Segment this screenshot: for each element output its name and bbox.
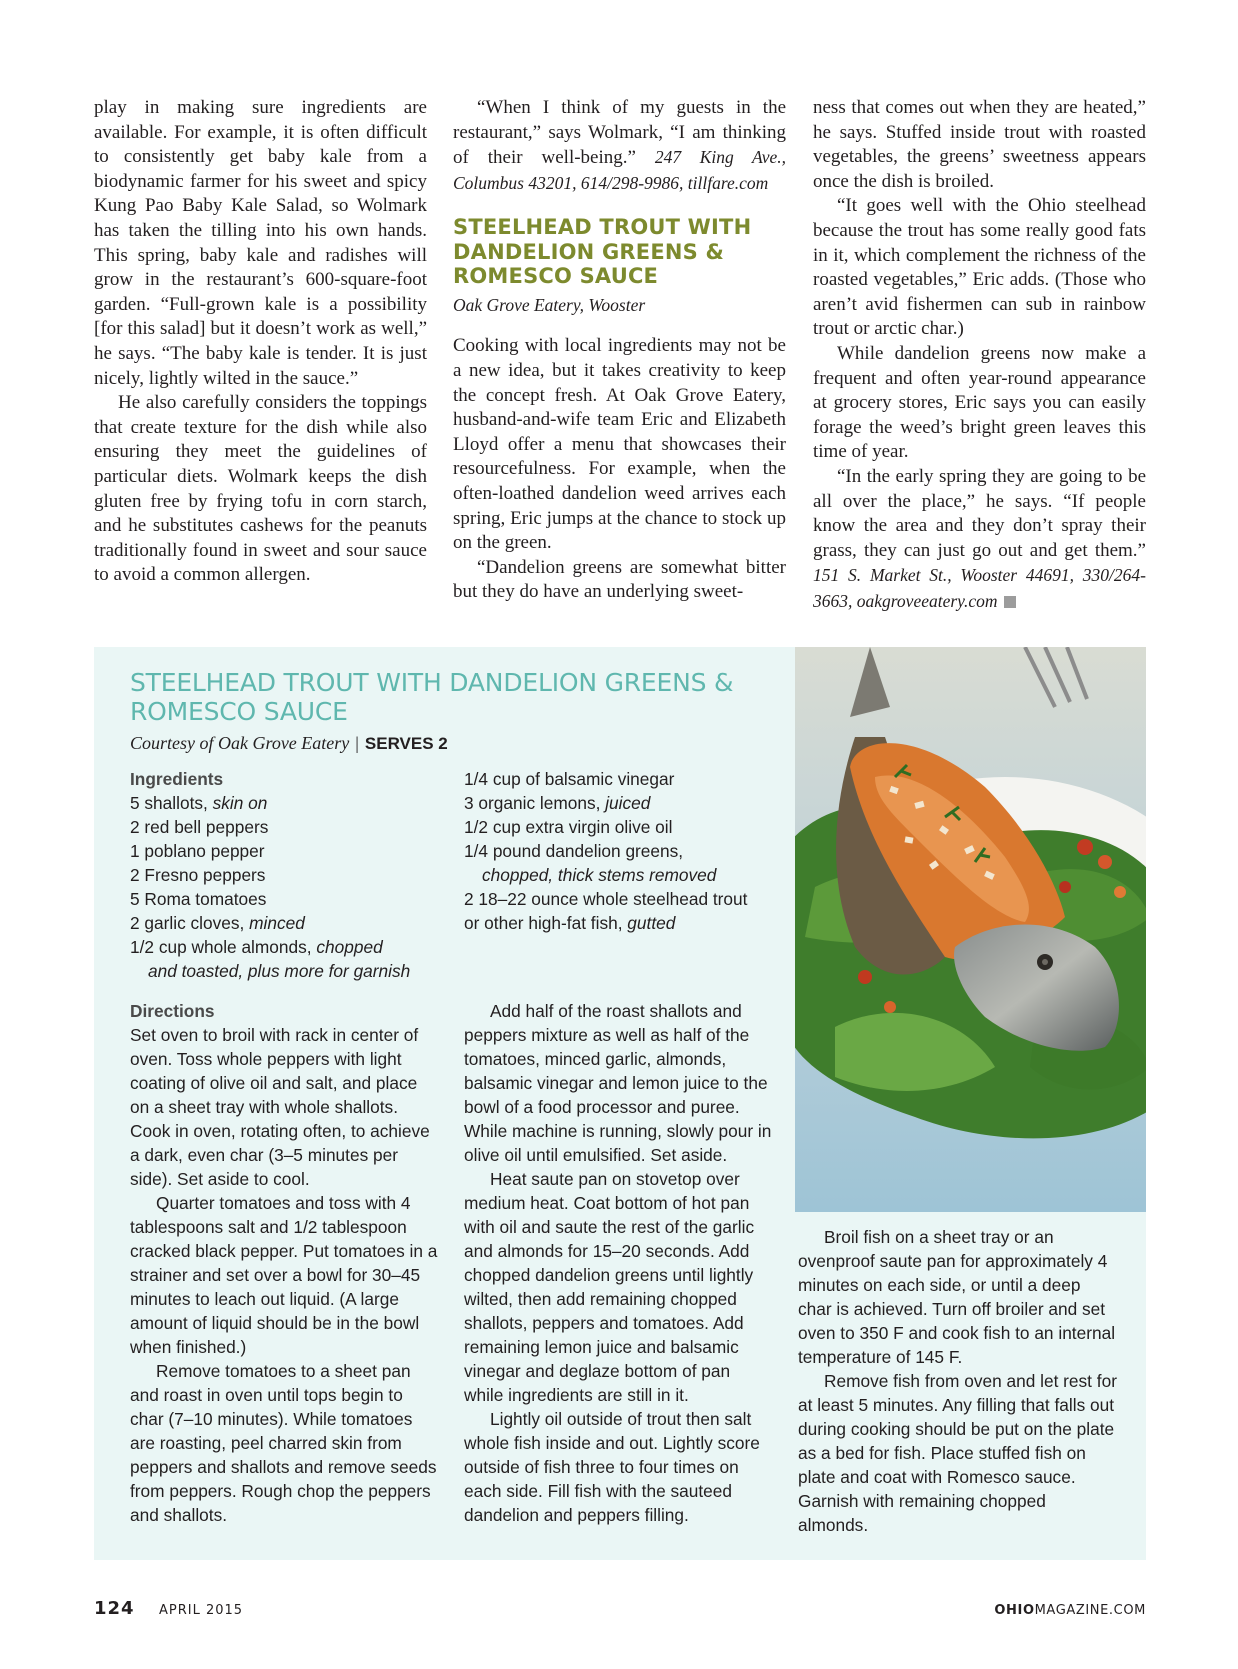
recipe-courtesy: Courtesy of Oak Grove Eatery xyxy=(130,733,350,753)
ingredient-text: 2 Fresno peppers xyxy=(130,865,266,885)
ingredients-label: Ingredients xyxy=(130,769,224,789)
article-paragraph: play in making sure ingredients are available. For example, it is often difficult to consistently get baby kale from a biodynamic farmer for his sweet and spicy Kung Pao Baby Kale Salad, so Wolmark has taken the tilling into his own hands. This spring, baby kale and radishes will grow in the restaurant’s 600-square-foot garden. “Full-grown kale is a possibility [for this salad] but it doesn’t work as well,” he says. “The baby kale is tender. It is just nicely, lightly wilted in the sauce.” xyxy=(94,97,427,389)
direction-step: Remove fish from oven and let rest for at least 5 minutes. Any filling that falls out during cooking should be put on the plate as a bed for fish. Place stuffed fish on plate and coat with Romesco sauce. Garnish with remaining chopped almonds. xyxy=(798,1371,1117,1535)
ingredient-text: 5 Roma tomatoes xyxy=(130,889,267,909)
ingredient-text: 1/4 pound dandelion greens, xyxy=(464,841,684,861)
ingredient-item xyxy=(130,935,440,959)
direction-step: Broil fish on a sheet tray or an ovenproof saute pan for approximately 4 minutes on each side, or until a deep char is achieved. Turn off broiler and set oven to 350 F and cook fish to an internal temperature of 145 F. xyxy=(798,1227,1116,1367)
ingredient-item xyxy=(130,863,440,887)
article-paragraph: Cooking with local ingredients may not be a new idea, but it takes creativity to keep the concept fresh. At Oak Grove Eatery, husband-and-wife team Eric and Elizabeth Lloyd offer a menu that showcases their resourcefulness. For example, when the often-loathed dandelion weed arrives each spring, Eric jumps at the chance to stock up on the green. xyxy=(453,335,786,554)
direction-step: Heat saute pan on stovetop over medium heat. Coat bottom of hot pan with oil and saute the rest of the garlic and almonds for 15–20 seconds. Add chopped dandelion greens until lightly wilted, then add remaining chopped shallots, peppers and tomatoes. Add remaining lemon juice and balsamic vinegar and deglaze bottom of pan while ingredients are still in it. xyxy=(464,1169,755,1405)
ingredient-text: 5 shallots, xyxy=(130,793,213,813)
subtitle-separator: | xyxy=(355,733,359,753)
article-column-2 xyxy=(453,96,786,605)
magazine-website xyxy=(994,1603,1146,1618)
directions-column-3 xyxy=(798,1225,1118,1537)
article-paragraph xyxy=(813,465,1146,615)
ingredient-text: 1 poblano pepper xyxy=(130,841,265,861)
ingredient-item xyxy=(464,839,784,863)
issue-date: APRIL 2015 xyxy=(159,1603,244,1618)
article-paragraph: ness that comes out when they are heated,” he says. Stuffed inside trout with roasted vegetables, the greens’ sweetness appears once the dish is broiled. xyxy=(813,97,1146,192)
ingredient-note: skin on xyxy=(212,793,268,813)
directions-column-2 xyxy=(464,999,774,1527)
ingredient-item xyxy=(464,815,784,839)
ingredient-text: 1/4 cup of balsamic vinegar xyxy=(464,769,675,789)
quote-text: “When I think of my guests in the restaurant,” says Wolmark, “I am thinking of their well-being.” xyxy=(453,97,786,169)
direction-step: Quarter tomatoes and toss with 4 tablespoons salt and 1/2 tablespoon cracked black pepper. Put tomatoes in a strainer and set over a bowl for 30–45 minutes to leach out liquid. (A large amount of liquid should be in the bowl when finished.) xyxy=(130,1193,438,1357)
ingredient-item xyxy=(130,911,440,935)
directions-column-1 xyxy=(130,999,440,1527)
article-paragraph xyxy=(453,96,786,196)
article-paragraph: He also carefully considers the toppings that create texture for the dish while also ensuring they meet the guidelines of particular diets. Wolmark keeps the dish gluten free by frying tofu in corn starch, and he substitutes cashews for the peanuts traditionally found in sweet and sour sauce to avoid a common allergen. xyxy=(94,392,427,586)
recipe-title: STEELHEAD TROUT WITH DANDELION GREENS & ROMESCO SAUCE xyxy=(130,668,734,726)
quote-text: “In the early spring they are going to be all over the place,” he says. “If people know the area and they don’t spray their grass, they can just go out and get them.” xyxy=(813,465,1146,561)
restaurant-byline: Oak Grove Eatery, Wooster xyxy=(453,294,646,315)
ingredient-text: 2 garlic cloves, xyxy=(130,913,250,933)
ingredient-text: 2 18–22 ounce whole steelhead trout xyxy=(464,889,748,909)
ingredient-text: 3 organic lemons, xyxy=(464,793,606,813)
ingredient-note: chopped xyxy=(316,937,383,957)
direction-step: Set oven to broil with rack in center of oven. Toss whole peppers with light coating of olive oil and salt, and place on a sheet tray with whole shallots. Cook in oven, rotating often, to achieve a dark, even char (3–5 minutes per side). Set aside to cool. xyxy=(130,1025,430,1189)
ingredient-note: and toasted, plus more for garnish xyxy=(148,961,411,981)
article-column-1 xyxy=(94,96,427,588)
end-mark-icon xyxy=(1004,596,1016,608)
recipe-serves: SERVES 2 xyxy=(364,734,448,753)
ingredient-item xyxy=(464,767,784,791)
article-paragraph: “It goes well with the Ohio steelhead because the trout has some really good fats in it, which complement the richness of the roasted vegetables,” Eric adds. (Those who aren’t avid fishermen can sub in rainbow trout or arctic char.) xyxy=(813,195,1146,340)
ingredient-note: gutted xyxy=(627,913,676,933)
ingredient-item xyxy=(130,959,440,983)
ingredients-list-2 xyxy=(464,767,784,935)
ingredient-note: juiced xyxy=(605,793,651,813)
ingredient-note: chopped, thick stems removed xyxy=(482,865,717,885)
ingredient-item xyxy=(464,887,784,911)
ingredient-item xyxy=(464,791,784,815)
ingredients-list-1 xyxy=(130,767,440,983)
ingredient-text: 1/2 cup extra virgin olive oil xyxy=(464,817,673,837)
restaurant-address: 151 S. Market St., Wooster 44691, 330/264-3663, oakgroveeatery.com xyxy=(813,565,1146,611)
site-bold: OHIO xyxy=(994,1603,1035,1618)
ingredient-item xyxy=(464,911,784,935)
page-number: 124 xyxy=(94,1598,135,1619)
direction-step: Lightly oil outside of trout then salt whole fish inside and out. Lightly score outside of fish three to four times on each side. Fill fish with the sauteed dandelion and peppers filling. xyxy=(464,1409,760,1525)
section-headline: STEELHEAD TROUT WITH DANDELION GREENS & ROMESCO SAUCE xyxy=(453,215,752,289)
ingredient-note: minced xyxy=(249,913,305,933)
ingredient-item xyxy=(130,791,440,815)
ingredient-item xyxy=(130,839,440,863)
ingredient-item xyxy=(130,815,440,839)
ingredient-item xyxy=(464,863,784,887)
direction-step: Add half of the roast shallots and peppers mixture as well as half of the tomatoes, minced garlic, almonds, balsamic vinegar and lemon juice to the bowl of a food processor and puree. While machine is running, slowly pour in olive oil until emulsified. Set aside. xyxy=(464,1001,772,1165)
ingredient-text: 2 red bell peppers xyxy=(130,817,269,837)
article-column-3 xyxy=(813,96,1146,614)
article-paragraph: While dandelion greens now make a frequent and often year-round appearance at grocery stores, Eric says you can easily forage the weed’s bright green leaves this time of year. xyxy=(813,342,1146,463)
ingredient-text: or other high-fat fish, xyxy=(464,913,628,933)
article-paragraph: “Dandelion greens are somewhat bitter but they do have an underlying sweet- xyxy=(453,556,786,603)
recipe-subtitle xyxy=(130,733,448,754)
direction-step: Remove tomatoes to a sheet pan and roast in oven until tops begin to char (7–10 minutes). While tomatoes are roasting, peel charred skin from peppers and shallots and remove seeds from peppers. Rough chop the peppers and shallots. xyxy=(130,1361,437,1525)
trout-dish-photo xyxy=(795,647,1146,1212)
directions-label: Directions xyxy=(130,1001,215,1021)
site-rest: MAGAZINE.COM xyxy=(1034,1603,1146,1618)
trout-dish-illustration xyxy=(795,647,1146,1212)
restaurant-address: 247 King Ave., Columbus 43201, 614/298-9986, tillfare.com xyxy=(453,147,786,193)
ingredient-text: 1/2 cup whole almonds, xyxy=(130,937,317,957)
ingredient-item xyxy=(130,887,440,911)
